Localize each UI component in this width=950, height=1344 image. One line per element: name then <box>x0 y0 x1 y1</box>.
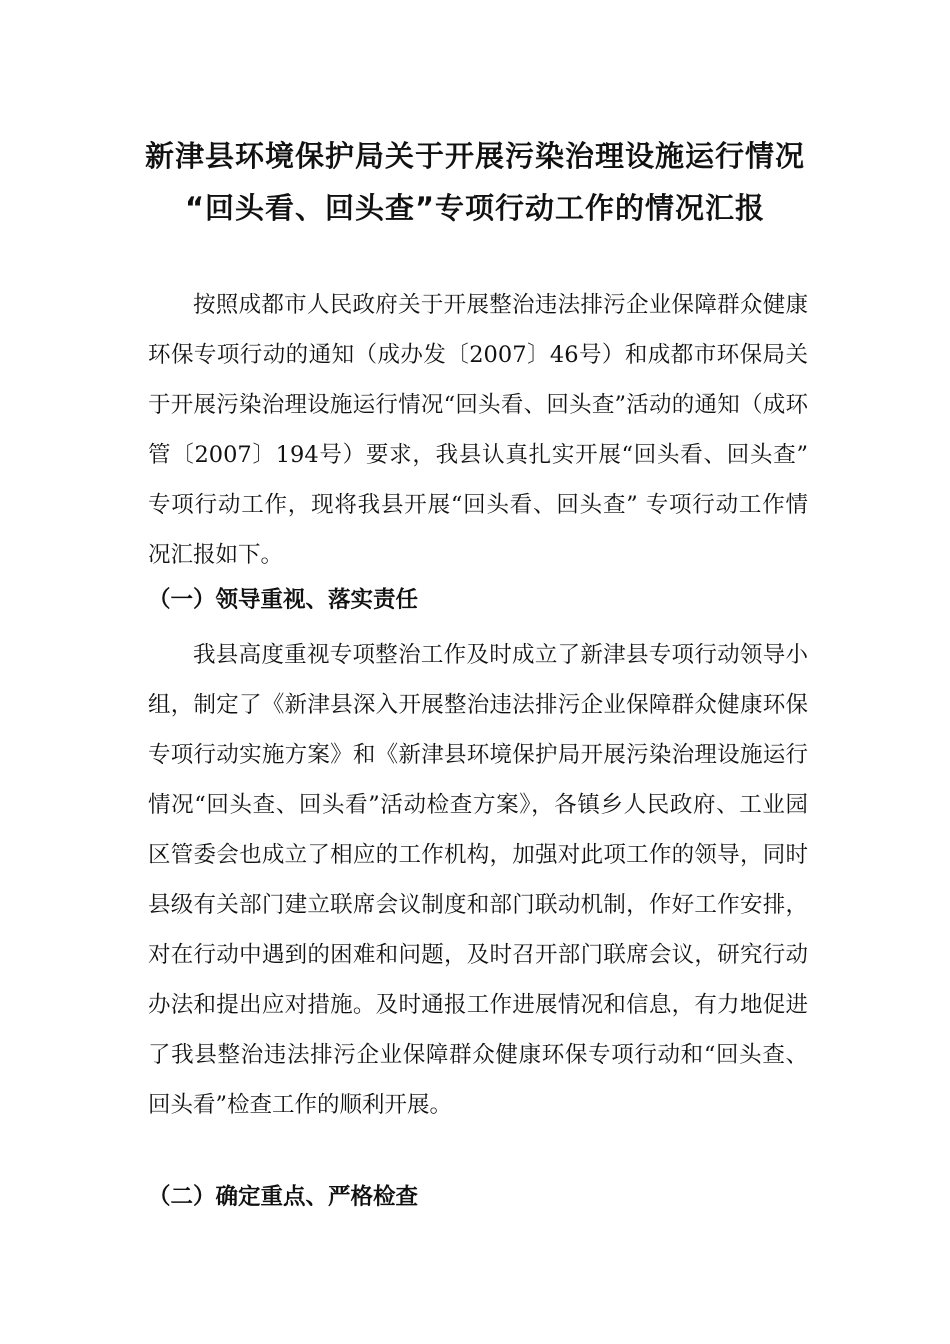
document-title-line-2: “回头看、回头查”专项行动工作的情况汇报 <box>184 191 766 225</box>
section-heading-1: （一）领导重视、落实责任 <box>148 587 419 613</box>
section-1-paragraph: 我县高度重视专项整治工作及时成立了新津县专项行动领导小组，制定了《新津县深入开展整治违法排污企业保障群众健康环保专项行动实施方案》和《新津县环境保护局开展污染治理设施运行情况“回头查、回头看”活动检查方案》，各镇乡人民政府、工业园区管委会也成立了相应的工作机构，加强对此项工作的领导，同时县级有关部门建立联席会议制度和部门联动机制，作好工作安排，对在行动中遇到的困难和问题，及时召开部门联席会议，研究行动办法和提出应对措施。及时通报工作进展情况和信息，有力地促进了我县整治违法排污企业保障群众健康环保专项行动和“回头查、回头看”检查工作的顺利开展。 <box>148 642 808 1118</box>
intro-paragraph: 按照成都市人民政府关于开展整治违法排污企业保障群众健康环保专项行动的通知（成办发〔2007〕46号）和成都市环保局关于开展污染治理设施运行情况“回头看、回头查”活动的通知（成环管〔2007〕194号）要求，我县认真扎实开展“回头看、回头查” 专项行动工作，现将我县开展“回头看、回头查” 专项行动工作情况汇报如下。 <box>148 292 808 568</box>
document-title-line-1: 新津县环境保护局关于开展污染治理设施运行情况 <box>144 139 805 173</box>
section-heading-2: （二）确定重点、严格检查 <box>148 1184 419 1210</box>
